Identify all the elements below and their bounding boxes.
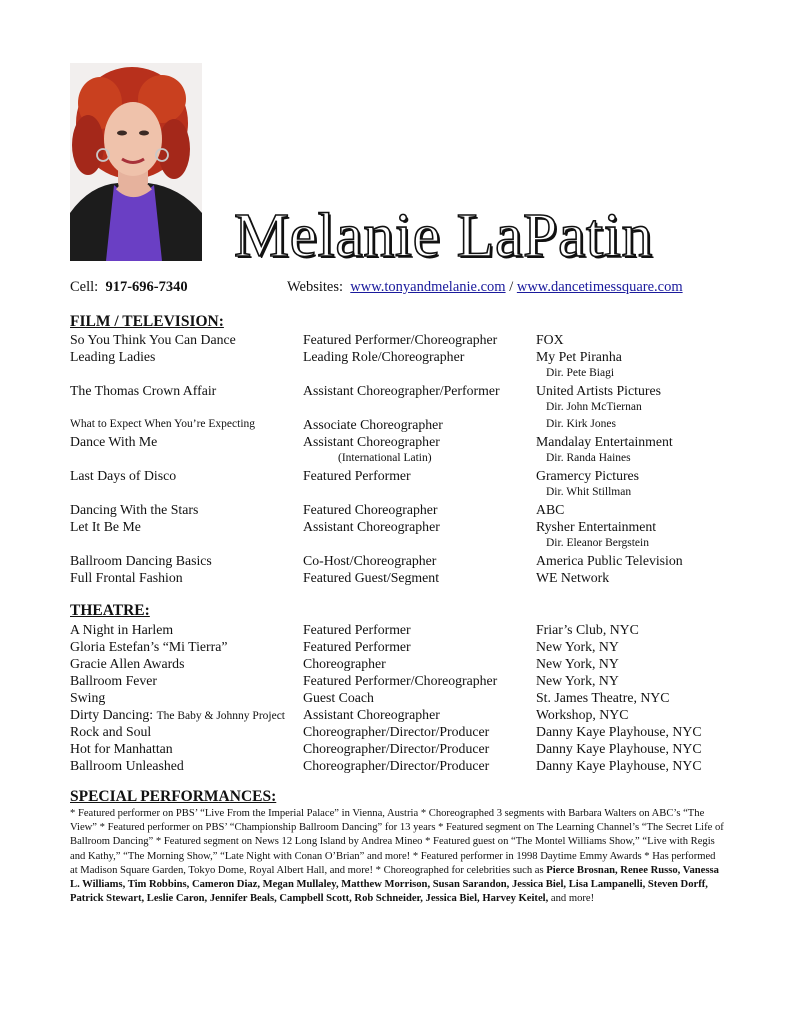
credit-role: Featured Performer bbox=[303, 639, 411, 654]
credit-role: Leading Role/Choreographer bbox=[303, 349, 465, 364]
table-row bbox=[70, 399, 730, 416]
credit-director: Dir. Whit Stillman bbox=[546, 486, 632, 498]
credit-title: Ballroom Unleashed bbox=[70, 758, 184, 773]
credit-role: Choreographer/Director/Producer bbox=[303, 758, 490, 773]
credit-director: Dir. Eleanor Bergstein bbox=[546, 537, 649, 549]
table-row bbox=[70, 569, 730, 586]
credit-role: Assistant Choreographer/Performer bbox=[303, 383, 500, 398]
credit-title: Hot for Manhattan bbox=[70, 741, 173, 756]
credit-role: Assistant Choreographer bbox=[303, 707, 440, 722]
table-row bbox=[70, 723, 730, 740]
table-row bbox=[70, 484, 730, 501]
credit-company: ABC bbox=[536, 502, 565, 517]
table-row bbox=[70, 382, 730, 399]
credit-title: Ballroom Dancing Basics bbox=[70, 553, 212, 568]
cell-phone bbox=[70, 277, 188, 297]
credit-title: Gloria Estefan’s “Mi Tierra” bbox=[70, 639, 228, 654]
page-title: Melanie LaPatin bbox=[234, 202, 653, 270]
credit-role: Co-Host/Choreographer bbox=[303, 553, 437, 568]
credit-venue: Danny Kaye Playhouse, NYC bbox=[536, 741, 702, 756]
credit-director: Dir. Kirk Jones bbox=[546, 418, 616, 430]
credit-venue: St. James Theatre, NYC bbox=[536, 690, 670, 705]
special-performances-ending: and more! bbox=[550, 893, 595, 905]
credit-role: Choreographer/Director/Producer bbox=[303, 724, 490, 739]
credit-title: So You Think You Can Dance bbox=[70, 332, 236, 347]
credit-company: Rysher Entertainment bbox=[536, 519, 657, 534]
credit-venue: Danny Kaye Playhouse, NYC bbox=[536, 724, 702, 739]
credit-director: Dir. John McTiernan bbox=[546, 401, 642, 413]
theatre-heading: THEATRE: bbox=[70, 602, 150, 619]
credit-role: Featured Performer/Choreographer bbox=[303, 332, 498, 347]
credit-role: Assistant Choreographer bbox=[303, 519, 440, 534]
credit-title-main: Dirty Dancing: bbox=[70, 707, 154, 722]
credit-role: Choreographer/Director/Producer bbox=[303, 741, 490, 756]
table-row bbox=[70, 655, 730, 672]
contact-line bbox=[70, 277, 730, 297]
website-separator: / bbox=[509, 279, 514, 295]
credit-venue: Workshop, NYC bbox=[536, 707, 629, 722]
credit-title: Dance With Me bbox=[70, 434, 158, 449]
credit-title: Gracie Allen Awards bbox=[70, 656, 185, 671]
table-row bbox=[70, 416, 730, 433]
special-performances-text bbox=[70, 807, 725, 906]
special-performances-heading: SPECIAL PERFORMANCES: bbox=[70, 788, 277, 805]
film-tv-heading: FILM / TELEVISION: bbox=[70, 313, 224, 330]
credit-company: Mandalay Entertainment bbox=[536, 434, 673, 449]
credit-company: FOX bbox=[536, 332, 564, 347]
table-row bbox=[70, 331, 730, 348]
credit-title: Rock and Soul bbox=[70, 724, 152, 739]
credit-title: Let It Be Me bbox=[70, 519, 141, 534]
credit-director: Dir. Randa Haines bbox=[546, 452, 631, 464]
celebrity-list: Pierce Brosnan, Renee Russo, Vanessa L. Williams, Tim Robbins, Cameron Diaz, Megan Mullaley, Matthew Morrison, Susan Sarandon, Jessica Biel, Lisa Lampanelli, Steven Dorff, Patrick Stewart, Leslie Caron, Jennifer Beals, Campbell Scott, Rob Schneider, Jessica Biel, Harvey Keitel, bbox=[70, 864, 719, 905]
credit-title-sub: The Baby & Johnny Project bbox=[156, 710, 286, 722]
credit-role: Featured Performer bbox=[303, 468, 411, 483]
table-row bbox=[70, 689, 730, 706]
cell-number: 917-696-7340 bbox=[105, 279, 188, 295]
film-tv-table bbox=[70, 331, 730, 586]
table-row bbox=[70, 535, 730, 552]
credit-role-note: (International Latin) bbox=[338, 452, 432, 464]
credit-title: What to Expect When You’re Expecting bbox=[70, 418, 256, 430]
table-row bbox=[70, 672, 730, 689]
table-row bbox=[70, 365, 730, 382]
website-link-tonyandmelanie[interactable]: www.tonyandmelanie.com bbox=[350, 279, 506, 295]
table-row bbox=[70, 706, 730, 723]
websites-label: Websites: bbox=[287, 279, 344, 295]
table-row bbox=[70, 638, 730, 655]
table-row bbox=[70, 433, 730, 450]
credit-role: Featured Performer bbox=[303, 622, 411, 637]
credit-venue: New York, NY bbox=[536, 656, 619, 671]
credit-role: Guest Coach bbox=[303, 690, 374, 705]
websites bbox=[287, 277, 683, 297]
credit-title: Full Frontal Fashion bbox=[70, 570, 183, 585]
credit-company: United Artists Pictures bbox=[536, 383, 661, 398]
credit-title: Ballroom Fever bbox=[70, 673, 157, 688]
credit-title: A Night in Harlem bbox=[70, 622, 174, 637]
table-row bbox=[70, 348, 730, 365]
credit-company: WE Network bbox=[536, 570, 610, 585]
credit-title: Last Days of Disco bbox=[70, 468, 177, 483]
table-row bbox=[70, 621, 730, 638]
table-row bbox=[70, 501, 730, 518]
credit-role: Featured Performer/Choreographer bbox=[303, 673, 498, 688]
credit-venue: New York, NY bbox=[536, 673, 619, 688]
table-row bbox=[70, 518, 730, 535]
credit-title: Dancing With the Stars bbox=[70, 502, 199, 517]
credit-title: Leading Ladies bbox=[70, 349, 156, 364]
headshot-photo bbox=[70, 63, 202, 261]
credit-venue: Friar’s Club, NYC bbox=[536, 622, 639, 637]
credit-director: Dir. Pete Biagi bbox=[546, 367, 615, 379]
credit-venue: Danny Kaye Playhouse, NYC bbox=[536, 758, 702, 773]
table-row bbox=[70, 450, 730, 467]
special-performances-body: * Featured performer on PBS’ “Live From the Imperial Palace” in Vienna, Austria * Choreographed 3 segments with Barbara Walters on ABC’s “The View” * Featured performer on PBS’ “Championship Ballroom Dancing” for 13 years * Featured segment on The Learning Channel’s “The Secret Life of Ballroom Dancing” * Featured segment on News 12 Long Island by Andrea Mineo * Featured guest on “The Montel Williams Show,” “Live with Regis and Kathy,” “The Morning Show,” “Late Night with Conan O’Brian” and more! * Featured performer in 1998 Daytime Emmy Awards * Has performed at Madison Square Garden, Tokyo Dome, Royal Albert Hall, and more! * Choreographed for celebrities such as bbox=[70, 808, 724, 876]
credit-company: America Public Television bbox=[536, 553, 683, 568]
credit-role: Choreographer bbox=[303, 656, 386, 671]
credit-role: Featured Guest/Segment bbox=[303, 570, 440, 585]
credit-title: The Thomas Crown Affair bbox=[70, 383, 217, 398]
credit-role: Associate Choreographer bbox=[303, 417, 443, 432]
cell-label: Cell: bbox=[70, 279, 99, 295]
table-row bbox=[70, 757, 730, 774]
credit-venue: New York, NY bbox=[536, 639, 619, 654]
website-link-dancetimessquare[interactable]: www.dancetimessquare.com bbox=[516, 279, 683, 295]
credit-title: Swing bbox=[70, 690, 106, 705]
credit-company: Gramercy Pictures bbox=[536, 468, 640, 483]
headshot-illustration bbox=[70, 63, 202, 261]
table-row bbox=[70, 552, 730, 569]
credit-role: Featured Choreographer bbox=[303, 502, 438, 517]
theatre-table bbox=[70, 621, 730, 774]
credit-company: My Pet Piranha bbox=[536, 349, 622, 364]
table-row bbox=[70, 740, 730, 757]
credit-role: Assistant Choreographer bbox=[303, 434, 440, 449]
table-row bbox=[70, 467, 730, 484]
